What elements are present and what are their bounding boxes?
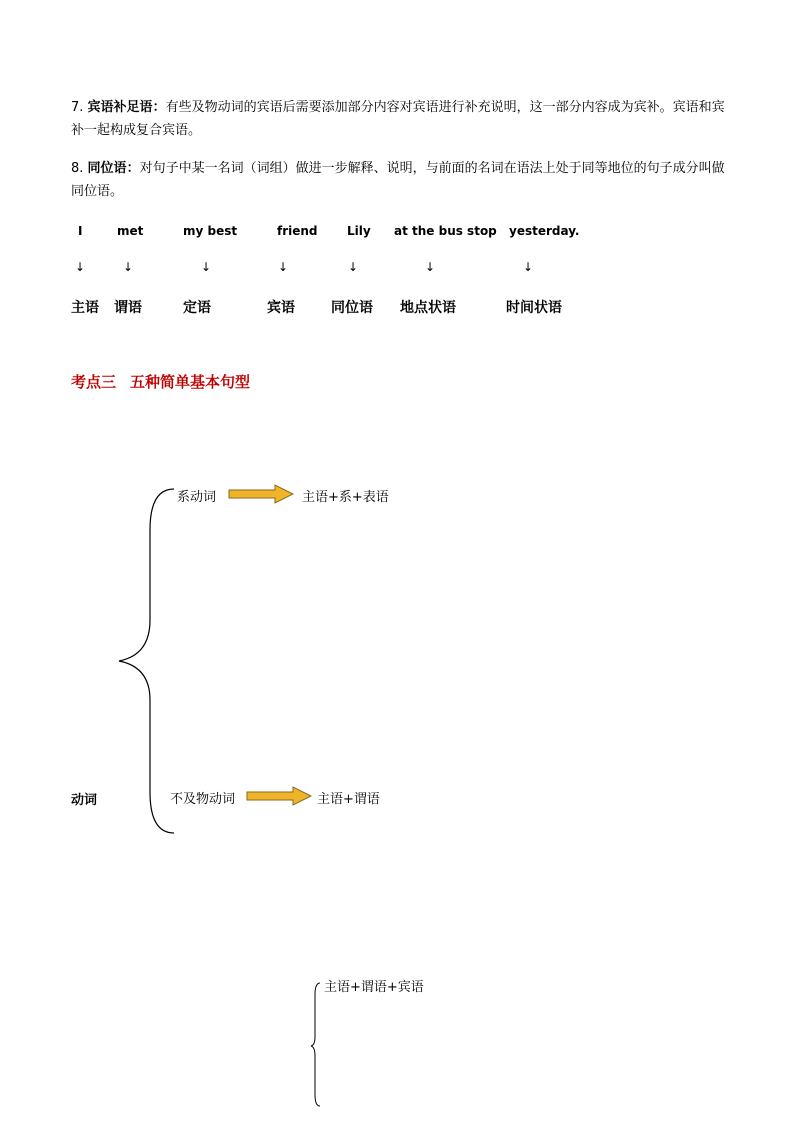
down-arrow-icon: ↓ <box>523 260 534 274</box>
down-arrow-icon: ↓ <box>201 260 212 274</box>
definition-colon: ： <box>152 100 166 115</box>
definition-text: 对句子中某一名词（词组）做进一步解释、说明，与前面的名词在语法上处于同等地位的句子成分叫做同位语。 <box>71 161 725 199</box>
role-object: 宾语 <box>267 300 295 316</box>
example-word-bus-stop: at the bus stop <box>394 224 497 238</box>
intransitive-pattern-label: 主语+谓语 <box>317 792 380 807</box>
verb-root-label: 动词 <box>71 793 98 808</box>
section-label: 考点三 <box>71 373 117 391</box>
down-arrow-icon: ↓ <box>278 260 289 274</box>
example-word-lily: Lily <box>347 224 371 238</box>
definition-term: 同位语 <box>87 161 127 176</box>
definition-term: 宾语补足语 <box>87 100 153 115</box>
role-attributive: 定语 <box>183 300 211 316</box>
definition-number: 7. <box>71 100 84 115</box>
definition-text: 有些及物动词的宾语后需要添加部分内容对宾语进行补充说明，这一部分内容成为宾补。宾语和宾补一起构成复合宾语。 <box>71 100 725 138</box>
brace-main <box>119 489 174 833</box>
down-arrow-icon: ↓ <box>75 260 86 274</box>
intransitive-verb-label: 不及物动词 <box>170 792 236 807</box>
arrow-right-icon <box>247 787 311 805</box>
role-time-adverbial: 时间状语 <box>506 300 562 316</box>
role-subject: 主语 <box>71 300 99 316</box>
example-word-i: I <box>78 224 83 238</box>
brace-transitive <box>311 983 320 1106</box>
section-title: 五种简单基本句型 <box>130 373 251 391</box>
down-arrow-icon: ↓ <box>425 260 436 274</box>
definition-number: 8. <box>71 161 84 176</box>
down-arrow-icon: ↓ <box>123 260 134 274</box>
role-appositive: 同位语 <box>331 300 373 316</box>
linking-pattern-label: 主语+系+表语 <box>302 490 389 505</box>
example-word-yesterday: yesterday. <box>509 224 580 238</box>
definition-colon: ： <box>126 161 140 176</box>
example-word-met: met <box>117 224 144 238</box>
linking-verb-label: 系动词 <box>177 490 217 505</box>
example-word-my-best: my best <box>183 224 238 238</box>
transitive-pattern-label: 主语+谓语+宾语 <box>324 980 424 995</box>
role-predicate: 谓语 <box>114 300 142 316</box>
down-arrow-icon: ↓ <box>348 260 359 274</box>
arrow-right-icon <box>229 485 293 503</box>
role-place-adverbial: 地点状语 <box>400 300 456 316</box>
example-word-friend: friend <box>277 224 318 238</box>
